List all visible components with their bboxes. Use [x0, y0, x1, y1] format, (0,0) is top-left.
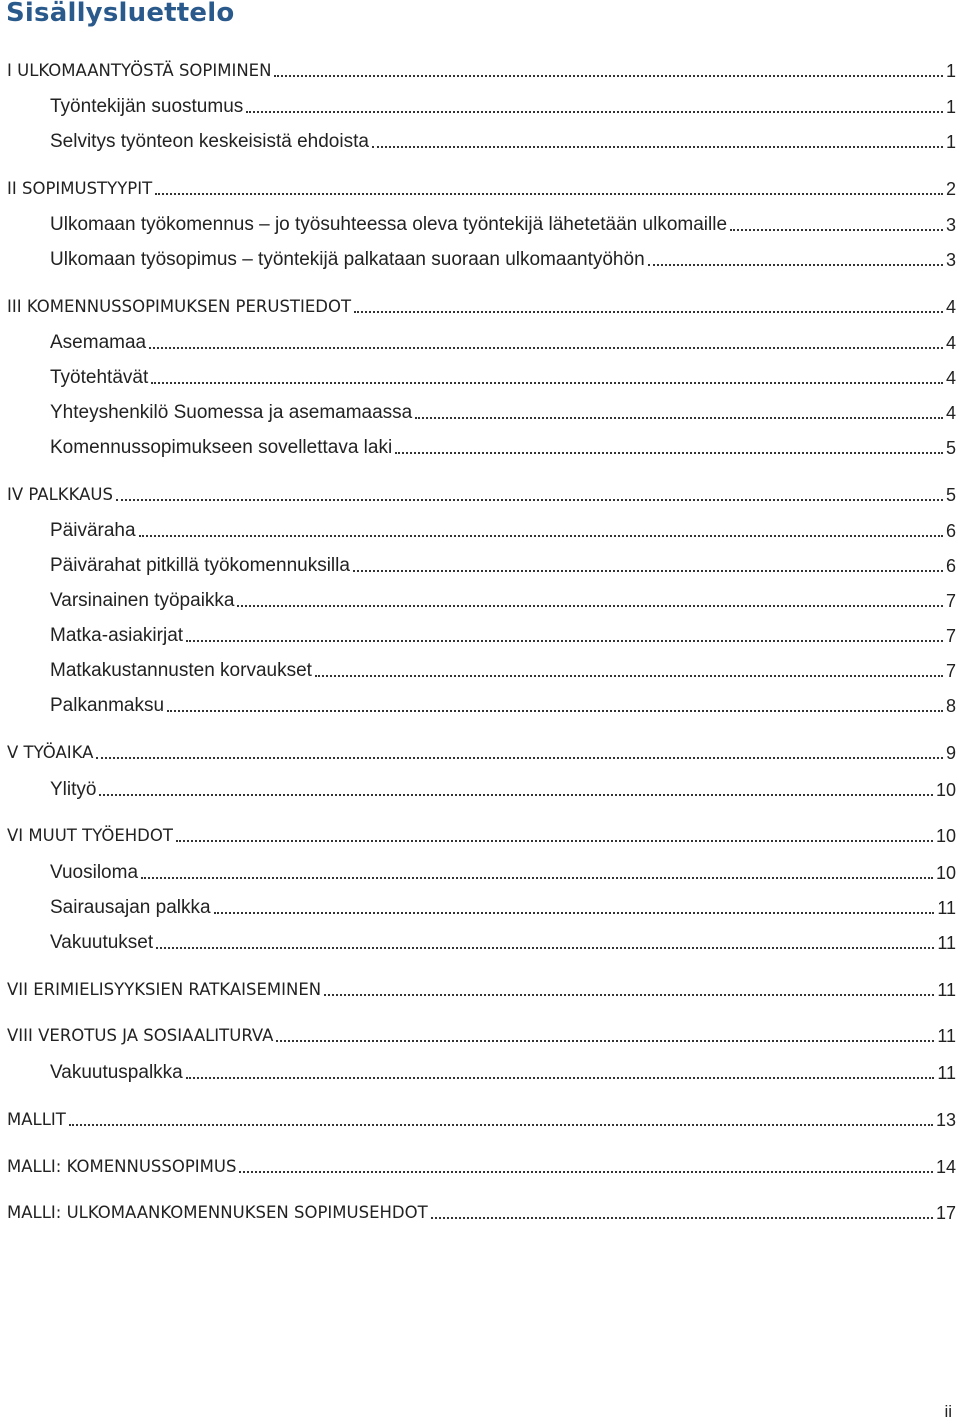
dot-leader — [214, 912, 935, 914]
toc-entry[interactable] — [7, 823, 956, 847]
toc-entry-title: I ULKOMAANTYÖSTÄ SOPIMINEN — [7, 61, 272, 80]
toc-entry-title: Sairausajan palkka — [50, 897, 211, 918]
toc-entry-page: 4 — [945, 297, 956, 317]
toc-entry[interactable] — [7, 176, 956, 200]
dot-leader — [69, 1124, 933, 1126]
toc-entry-title: Työntekijän suostumus — [50, 96, 244, 117]
toc-entry[interactable] — [50, 1060, 956, 1084]
dot-leader — [648, 264, 943, 266]
toc-entry-title: MALLI: ULKOMAANKOMENNUKSEN SOPIMUSEHDOT — [7, 1203, 428, 1222]
dot-leader — [155, 193, 943, 195]
toc-entry-page: 10 — [935, 780, 956, 800]
dot-leader — [431, 1217, 933, 1219]
toc-entry-page: 10 — [935, 863, 956, 883]
toc-entry-title: MALLI: KOMENNUSSOPIMUS — [7, 1157, 237, 1176]
dot-leader — [151, 382, 943, 384]
dot-leader — [395, 452, 943, 454]
toc-entry[interactable] — [7, 1107, 956, 1131]
toc-entry-title: Vakuutuspalkka — [50, 1062, 183, 1083]
toc-entry[interactable] — [50, 777, 956, 801]
toc-entry-page: 6 — [945, 556, 956, 576]
dot-leader — [141, 877, 933, 879]
dot-leader — [96, 757, 943, 759]
toc-entry-page: 7 — [945, 661, 956, 681]
toc-entry[interactable] — [50, 658, 956, 682]
dot-leader — [353, 570, 943, 572]
toc-entry[interactable] — [7, 58, 956, 82]
toc-entry-page: 6 — [945, 521, 956, 541]
toc-entry[interactable] — [50, 553, 956, 577]
dot-leader — [139, 535, 943, 537]
toc-entry-title: Komennussopimukseen sovellettava laki — [50, 437, 393, 458]
toc-entry[interactable] — [50, 930, 956, 954]
dot-leader — [315, 675, 943, 677]
dot-leader — [246, 111, 943, 113]
toc-entry[interactable] — [50, 212, 956, 236]
toc-entry-page: 11 — [937, 980, 956, 1000]
toc-entry[interactable] — [50, 623, 956, 647]
dot-leader — [354, 311, 943, 313]
toc-entry-page: 10 — [935, 826, 956, 846]
toc-entry[interactable] — [50, 94, 956, 118]
toc-entry[interactable] — [7, 740, 956, 764]
toc-entry-title: Ulkomaan työkomennus – jo työsuhteessa oleva työntekijä lähetetään ulkomaille — [50, 214, 728, 235]
toc-entry-title: MALLIT — [7, 1110, 66, 1129]
toc-entry-page: 14 — [935, 1157, 956, 1177]
dot-leader — [239, 1171, 933, 1173]
toc-entry-page: 5 — [945, 438, 956, 458]
dot-leader — [156, 947, 934, 949]
toc-entry-page: 7 — [945, 591, 956, 611]
toc-entry[interactable] — [50, 247, 956, 271]
toc-entry-title: Palkanmaksu — [50, 695, 165, 716]
toc-entry[interactable] — [50, 129, 956, 153]
toc-entry-page: 13 — [935, 1110, 956, 1130]
dot-leader — [186, 1077, 935, 1079]
toc-entry-page: 9 — [945, 743, 956, 763]
toc-entry-title: Matkakustannusten korvaukset — [50, 660, 312, 681]
toc-entry[interactable] — [50, 860, 956, 884]
toc-entry[interactable] — [50, 400, 956, 424]
toc-entry-title: Vakuutukset — [50, 932, 154, 953]
toc-entry[interactable] — [7, 1200, 956, 1224]
dot-leader — [116, 499, 943, 501]
toc-entry-title: Matka-asiakirjat — [50, 625, 184, 646]
toc-entry-title: Varsinainen työpaikka — [50, 590, 235, 611]
toc-entry[interactable] — [7, 482, 956, 506]
toc-entry[interactable] — [7, 977, 956, 1001]
dot-leader — [324, 994, 934, 996]
toc-entry-title: Ulkomaan työsopimus – työntekijä palkataan suoraan ulkomaantyöhön — [50, 249, 645, 270]
toc-entry-page: 17 — [935, 1203, 956, 1223]
toc-entry[interactable] — [50, 435, 956, 459]
toc-entry[interactable] — [50, 588, 956, 612]
toc-entry-page: 4 — [945, 333, 956, 353]
toc-entry-title: III KOMENNUSSOPIMUKSEN PERUSTIEDOT — [7, 297, 352, 316]
toc-entry-page: 1 — [945, 61, 956, 81]
toc-entry[interactable] — [50, 895, 956, 919]
dot-leader — [274, 75, 943, 77]
toc-entry-page: 4 — [945, 403, 956, 423]
toc-entry-title: VI MUUT TYÖEHDOT — [7, 826, 173, 845]
toc-entry-page: 4 — [945, 368, 956, 388]
toc-entry-title: Selvitys työnteon keskeisistä ehdoista — [50, 131, 369, 152]
toc-entry[interactable] — [50, 518, 956, 542]
toc-entry-title: Päivärahat pitkillä työkomennuksilla — [50, 555, 350, 576]
toc-entry-title: VII ERIMIELISYYKSIEN RATKAISEMINEN — [7, 980, 322, 999]
toc-entry-page: 2 — [945, 179, 956, 199]
dot-leader — [276, 1040, 934, 1042]
dot-leader — [99, 794, 933, 796]
toc-entry-title: Ylityö — [50, 779, 97, 800]
toc-entry-page: 7 — [945, 626, 956, 646]
toc-entry[interactable] — [7, 1023, 956, 1047]
toc-entry[interactable] — [50, 330, 956, 354]
dot-leader — [167, 710, 943, 712]
dot-leader — [372, 146, 943, 148]
toc-entry-title: Vuosiloma — [50, 862, 139, 883]
toc-entry[interactable] — [7, 294, 956, 318]
toc-entry-title: VIII VEROTUS JA SOSIAALITURVA — [7, 1026, 274, 1045]
page-title: Sisällysluettelo — [6, 0, 235, 28]
toc-entry-page: 11 — [937, 933, 956, 953]
toc-entry-page: 5 — [945, 485, 956, 505]
toc-entry-page: 1 — [945, 97, 956, 117]
toc-entry-page: 11 — [937, 898, 956, 918]
page-number: ii — [944, 1402, 952, 1421]
toc-entry[interactable] — [50, 693, 956, 717]
dot-leader — [415, 417, 943, 419]
dot-leader — [237, 605, 943, 607]
toc-entry-title: V TYÖAIKA — [7, 743, 94, 762]
toc-entry-title: II SOPIMUSTYYPIT — [7, 179, 153, 198]
toc-entry-title: Yhteyshenkilö Suomessa ja asemamaassa — [50, 402, 413, 423]
toc-entry[interactable] — [50, 365, 956, 389]
toc-entry-page: 11 — [937, 1026, 956, 1046]
toc-entry-title: IV PALKKAUS — [7, 485, 113, 504]
dot-leader — [186, 640, 943, 642]
toc-entry-title: Työtehtävät — [50, 367, 149, 388]
toc-entry[interactable] — [7, 1154, 956, 1178]
toc-entry-page: 1 — [945, 132, 956, 152]
toc-entry-title: Asemamaa — [50, 332, 147, 353]
toc-entry-page: 8 — [945, 696, 956, 716]
toc-entry-page: 3 — [945, 250, 956, 270]
toc-entry-page: 11 — [937, 1063, 956, 1083]
dot-leader — [730, 229, 943, 231]
dot-leader — [176, 840, 933, 842]
toc-entry-title: Päiväraha — [50, 520, 136, 541]
toc-entry-page: 3 — [945, 215, 956, 235]
dot-leader — [149, 347, 943, 349]
